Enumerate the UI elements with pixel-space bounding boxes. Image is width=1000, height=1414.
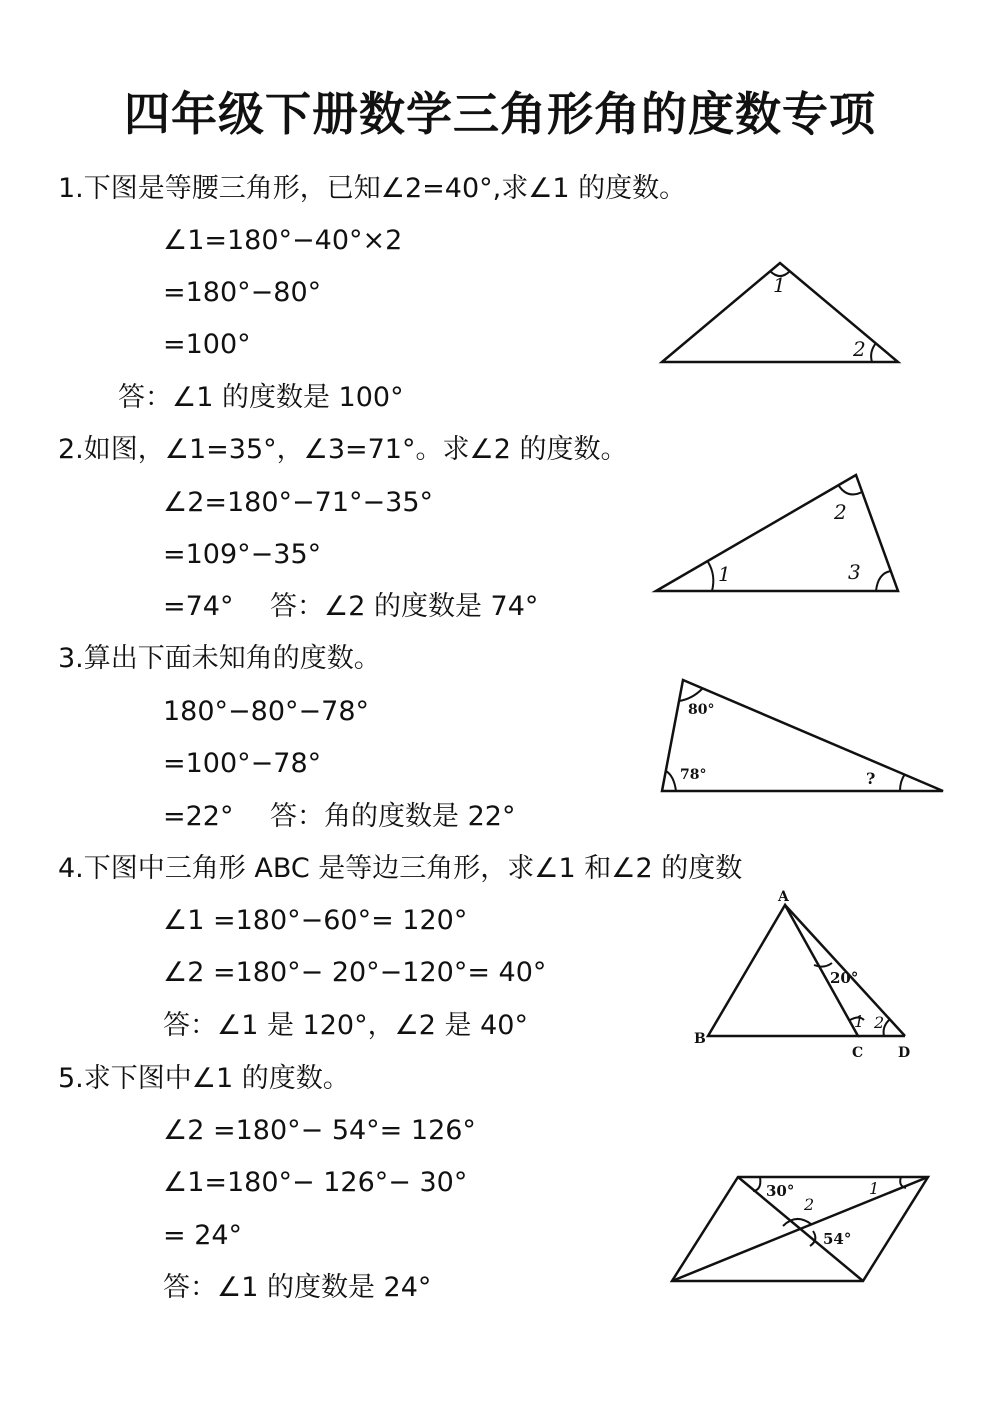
problem-2-answer: 答：∠2 的度数是 74° — [270, 591, 539, 622]
angle-unknown-label: ? — [866, 769, 876, 788]
problem-1-work-2: =180°−80° — [163, 277, 322, 308]
problem-2-figure — [650, 465, 910, 600]
angle-2-arc — [871, 343, 876, 362]
angle-2-label: 2 — [874, 1013, 885, 1032]
problem-2-work-2: =109°−35° — [163, 539, 322, 570]
problem-5-figure — [665, 1170, 940, 1290]
problem-4-question: 4.下图中三角形 ABC 是等边三角形，求∠1 和∠2 的度数 — [58, 853, 743, 884]
angle-2-label: 2 — [834, 500, 847, 524]
angle-1-label: 1 — [854, 1012, 865, 1031]
angle-30-label: 30° — [766, 1182, 795, 1200]
angle-80-arc — [679, 689, 702, 701]
angle-54-label: 54° — [823, 1230, 852, 1248]
vertex-d-label: D — [898, 1045, 911, 1061]
problem-5-work-3: = 24° — [163, 1220, 243, 1251]
problem-3-answer: 答：角的度数是 22° — [270, 801, 516, 832]
problem-4-work-1: ∠1 =180°−60°= 120° — [163, 905, 468, 936]
problem-3-work-2: =100°−78° — [163, 748, 322, 779]
vertex-c-label: C — [852, 1045, 864, 1061]
angle-78-label: 78° — [680, 767, 707, 783]
problem-4-work-2: ∠2 =180°− 20°−120°= 40° — [163, 957, 547, 988]
problem-5-work-2: ∠1=180°− 126°− 30° — [163, 1167, 468, 1198]
problem-1-question: 1.下图是等腰三角形，已知∠2=40°,求∠1 的度数。 — [58, 173, 687, 204]
vertex-a-label: A — [778, 889, 789, 905]
problem-2-work-3: =74° — [163, 591, 234, 622]
angle-1-label: 1 — [718, 562, 731, 586]
problem-4-answer: 答：∠1 是 120°，∠2 是 40° — [163, 1010, 528, 1041]
problem-1-work-1: ∠1=180°−40°×2 — [163, 225, 403, 256]
angle-20-label: 20° — [830, 969, 859, 987]
problem-1-work-3: =100° — [163, 329, 251, 360]
angle-1-label: 1 — [773, 273, 786, 297]
diagonal-2 — [672, 1177, 928, 1281]
angle-2-arc — [839, 486, 862, 494]
angle-78-arc — [666, 771, 676, 791]
problem-1-answer: 答：∠1 的度数是 100° — [118, 382, 404, 413]
angle-1-label: 1 — [869, 1179, 880, 1198]
angle-2-label: 2 — [804, 1195, 815, 1214]
angle-2-label: 2 — [853, 337, 866, 361]
angle-3-arc — [876, 571, 891, 591]
page-title: 四年级下册数学三角形角的度数专项 — [124, 87, 876, 141]
problem-5-question: 5.求下图中∠1 的度数。 — [58, 1063, 350, 1094]
problem-3-work-3: =22° — [163, 801, 234, 832]
angle-80-label: 80° — [688, 702, 715, 718]
problem-5-answer: 答：∠1 的度数是 24° — [163, 1272, 432, 1303]
problem-3-figure — [650, 670, 950, 800]
angle-unknown-arc — [900, 774, 905, 791]
angle-2-arc — [884, 1020, 889, 1036]
problem-2-work-1: ∠2=180°−71°−35° — [163, 487, 433, 518]
problem-2-question: 2.如图，∠1=35°，∠3=71°。求∠2 的度数。 — [58, 434, 628, 465]
angle-3-label: 3 — [848, 560, 861, 584]
problem-3-work-1: 180°−80°−78° — [163, 696, 369, 727]
problem-3-question: 3.算出下面未知角的度数。 — [58, 643, 381, 674]
problem-4-figure — [690, 885, 920, 1065]
vertex-b-label: B — [694, 1031, 706, 1047]
problem-5-work-1: ∠2 =180°− 54°= 126° — [163, 1115, 476, 1146]
problem-1-figure — [650, 250, 920, 380]
angle-1-arc — [708, 562, 713, 591]
